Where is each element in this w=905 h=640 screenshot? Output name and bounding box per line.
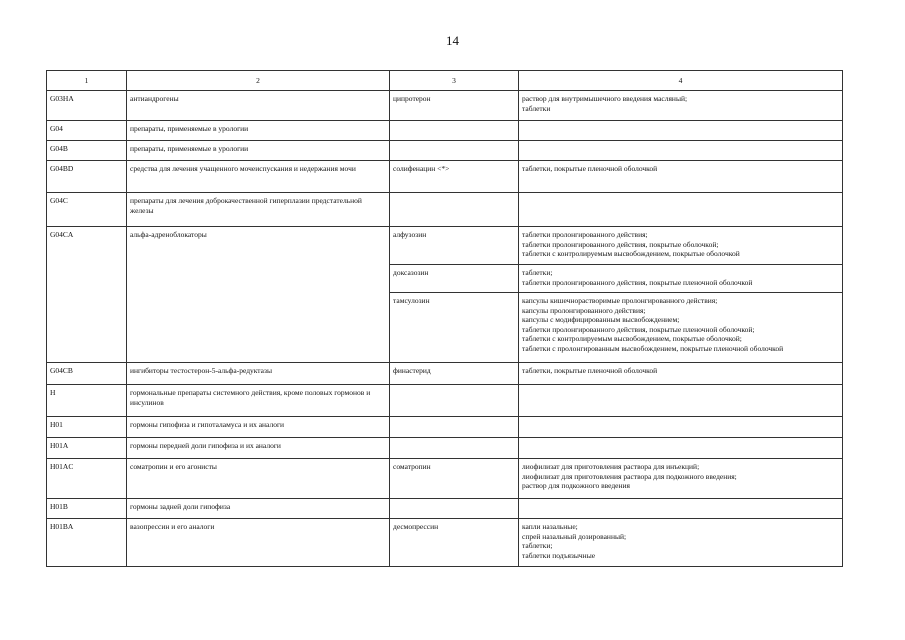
table-row [47, 499, 843, 519]
drug-name [390, 417, 519, 438]
drug-name [390, 193, 519, 227]
drug-name [390, 385, 519, 417]
dosage-form [519, 121, 843, 141]
group-name: гормональные препараты системного действия, кроме половых гормонов и инсулинов [127, 385, 390, 417]
table-row [47, 459, 843, 499]
group-name: препараты, применяемые в урологии [127, 121, 390, 141]
dosage-form: таблетки; таблетки пролонгированного действия, покрытые пленочной оболочкой [519, 265, 843, 293]
column-header-1: 1 [47, 71, 127, 91]
dosage-form [519, 141, 843, 161]
table-row [47, 193, 843, 227]
dosage-form: капли назальные; спрей назальный дозированный; таблетки; таблетки подъязычные [519, 519, 843, 567]
drug-name: соматропин [390, 459, 519, 499]
atc-code: H01AC [47, 459, 127, 499]
table-row [47, 161, 843, 193]
dosage-form [519, 499, 843, 519]
drug-name [390, 438, 519, 459]
atc-code: H01BA [47, 519, 127, 567]
atc-code: G04C [47, 193, 127, 227]
table-row [47, 121, 843, 141]
dosage-form: таблетки, покрытые пленочной оболочкой [519, 363, 843, 385]
group-name: антиандрогены [127, 91, 390, 121]
table-row [47, 519, 843, 567]
drug-name [390, 121, 519, 141]
table-row [47, 227, 843, 265]
drug-name: десмопрессин [390, 519, 519, 567]
drug-name: тамсулозин [390, 293, 519, 363]
atc-code: G04 [47, 121, 127, 141]
group-name: средства для лечения учащенного мочеиспускания и недержания мочи [127, 161, 390, 193]
dosage-form: лиофилизат для приготовления раствора для инъекций; лиофилизат для приготовления раствора для подкожного введения; раствор для подкожного введения [519, 459, 843, 499]
group-name: гормоны задней доли гипофиза [127, 499, 390, 519]
dosage-form: таблетки, покрытые пленочной оболочкой [519, 161, 843, 193]
dosage-form [519, 438, 843, 459]
dosage-form: раствор для внутримышечного введения масляный; таблетки [519, 91, 843, 121]
atc-code: H01A [47, 438, 127, 459]
table-row [47, 438, 843, 459]
column-header-3: 3 [390, 71, 519, 91]
atc-code: G04CB [47, 363, 127, 385]
medication-table [46, 70, 843, 567]
page-number: 14 [446, 33, 459, 48]
group-name: гормоны гипофиза и гипоталамуса и их аналоги [127, 417, 390, 438]
atc-code: G03HA [47, 91, 127, 121]
group-name: препараты для лечения доброкачественной гиперплазии предстательной железы [127, 193, 390, 227]
atc-code: H01 [47, 417, 127, 438]
group-name: гормоны передней доли гипофиза и их аналоги [127, 438, 390, 459]
atc-code: H01B [47, 499, 127, 519]
group-name: вазопрессин и его аналоги [127, 519, 390, 567]
dosage-form [519, 193, 843, 227]
dosage-form: капсулы кишечнорастворимые пролонгированного действия; капсулы пролонгированного действия; капсулы с модифицированным высвобождением; таблетки пролонгированного действия, покрытые пленочной оболочкой; таблетки с контролируемым высвобождением, покрытые оболочкой; таблетки с пролонгированным высвобождением, покрытые пленочной оболочкой [519, 293, 843, 363]
drug-name [390, 499, 519, 519]
group-name: соматропин и его агонисты [127, 459, 390, 499]
group-name: препараты, применяемые в урологии [127, 141, 390, 161]
atc-code: G04B [47, 141, 127, 161]
drug-name: ципротерон [390, 91, 519, 121]
group-name: ингибиторы тестостерон-5-альфа-редуктазы [127, 363, 390, 385]
table-row [47, 385, 843, 417]
dosage-form [519, 385, 843, 417]
header-row [47, 71, 843, 91]
column-header-4: 4 [519, 71, 843, 91]
table-row [47, 363, 843, 385]
column-header-2: 2 [127, 71, 390, 91]
drug-name: доксазозин [390, 265, 519, 293]
drug-name: финастерид [390, 363, 519, 385]
group-name: альфа-адреноблокаторы [127, 227, 390, 363]
table-row [47, 141, 843, 161]
drug-name [390, 141, 519, 161]
drug-name: алфузозин [390, 227, 519, 265]
table-row [47, 91, 843, 121]
table-row [47, 417, 843, 438]
dosage-form: таблетки пролонгированного действия; таблетки пролонгированного действия, покрытые оболочкой; таблетки с контролируемым высвобождением, покрытые оболочкой [519, 227, 843, 265]
atc-code: G04CA [47, 227, 127, 363]
drug-name: солифенацин <*> [390, 161, 519, 193]
atc-code: G04BD [47, 161, 127, 193]
dosage-form [519, 417, 843, 438]
atc-code: H [47, 385, 127, 417]
